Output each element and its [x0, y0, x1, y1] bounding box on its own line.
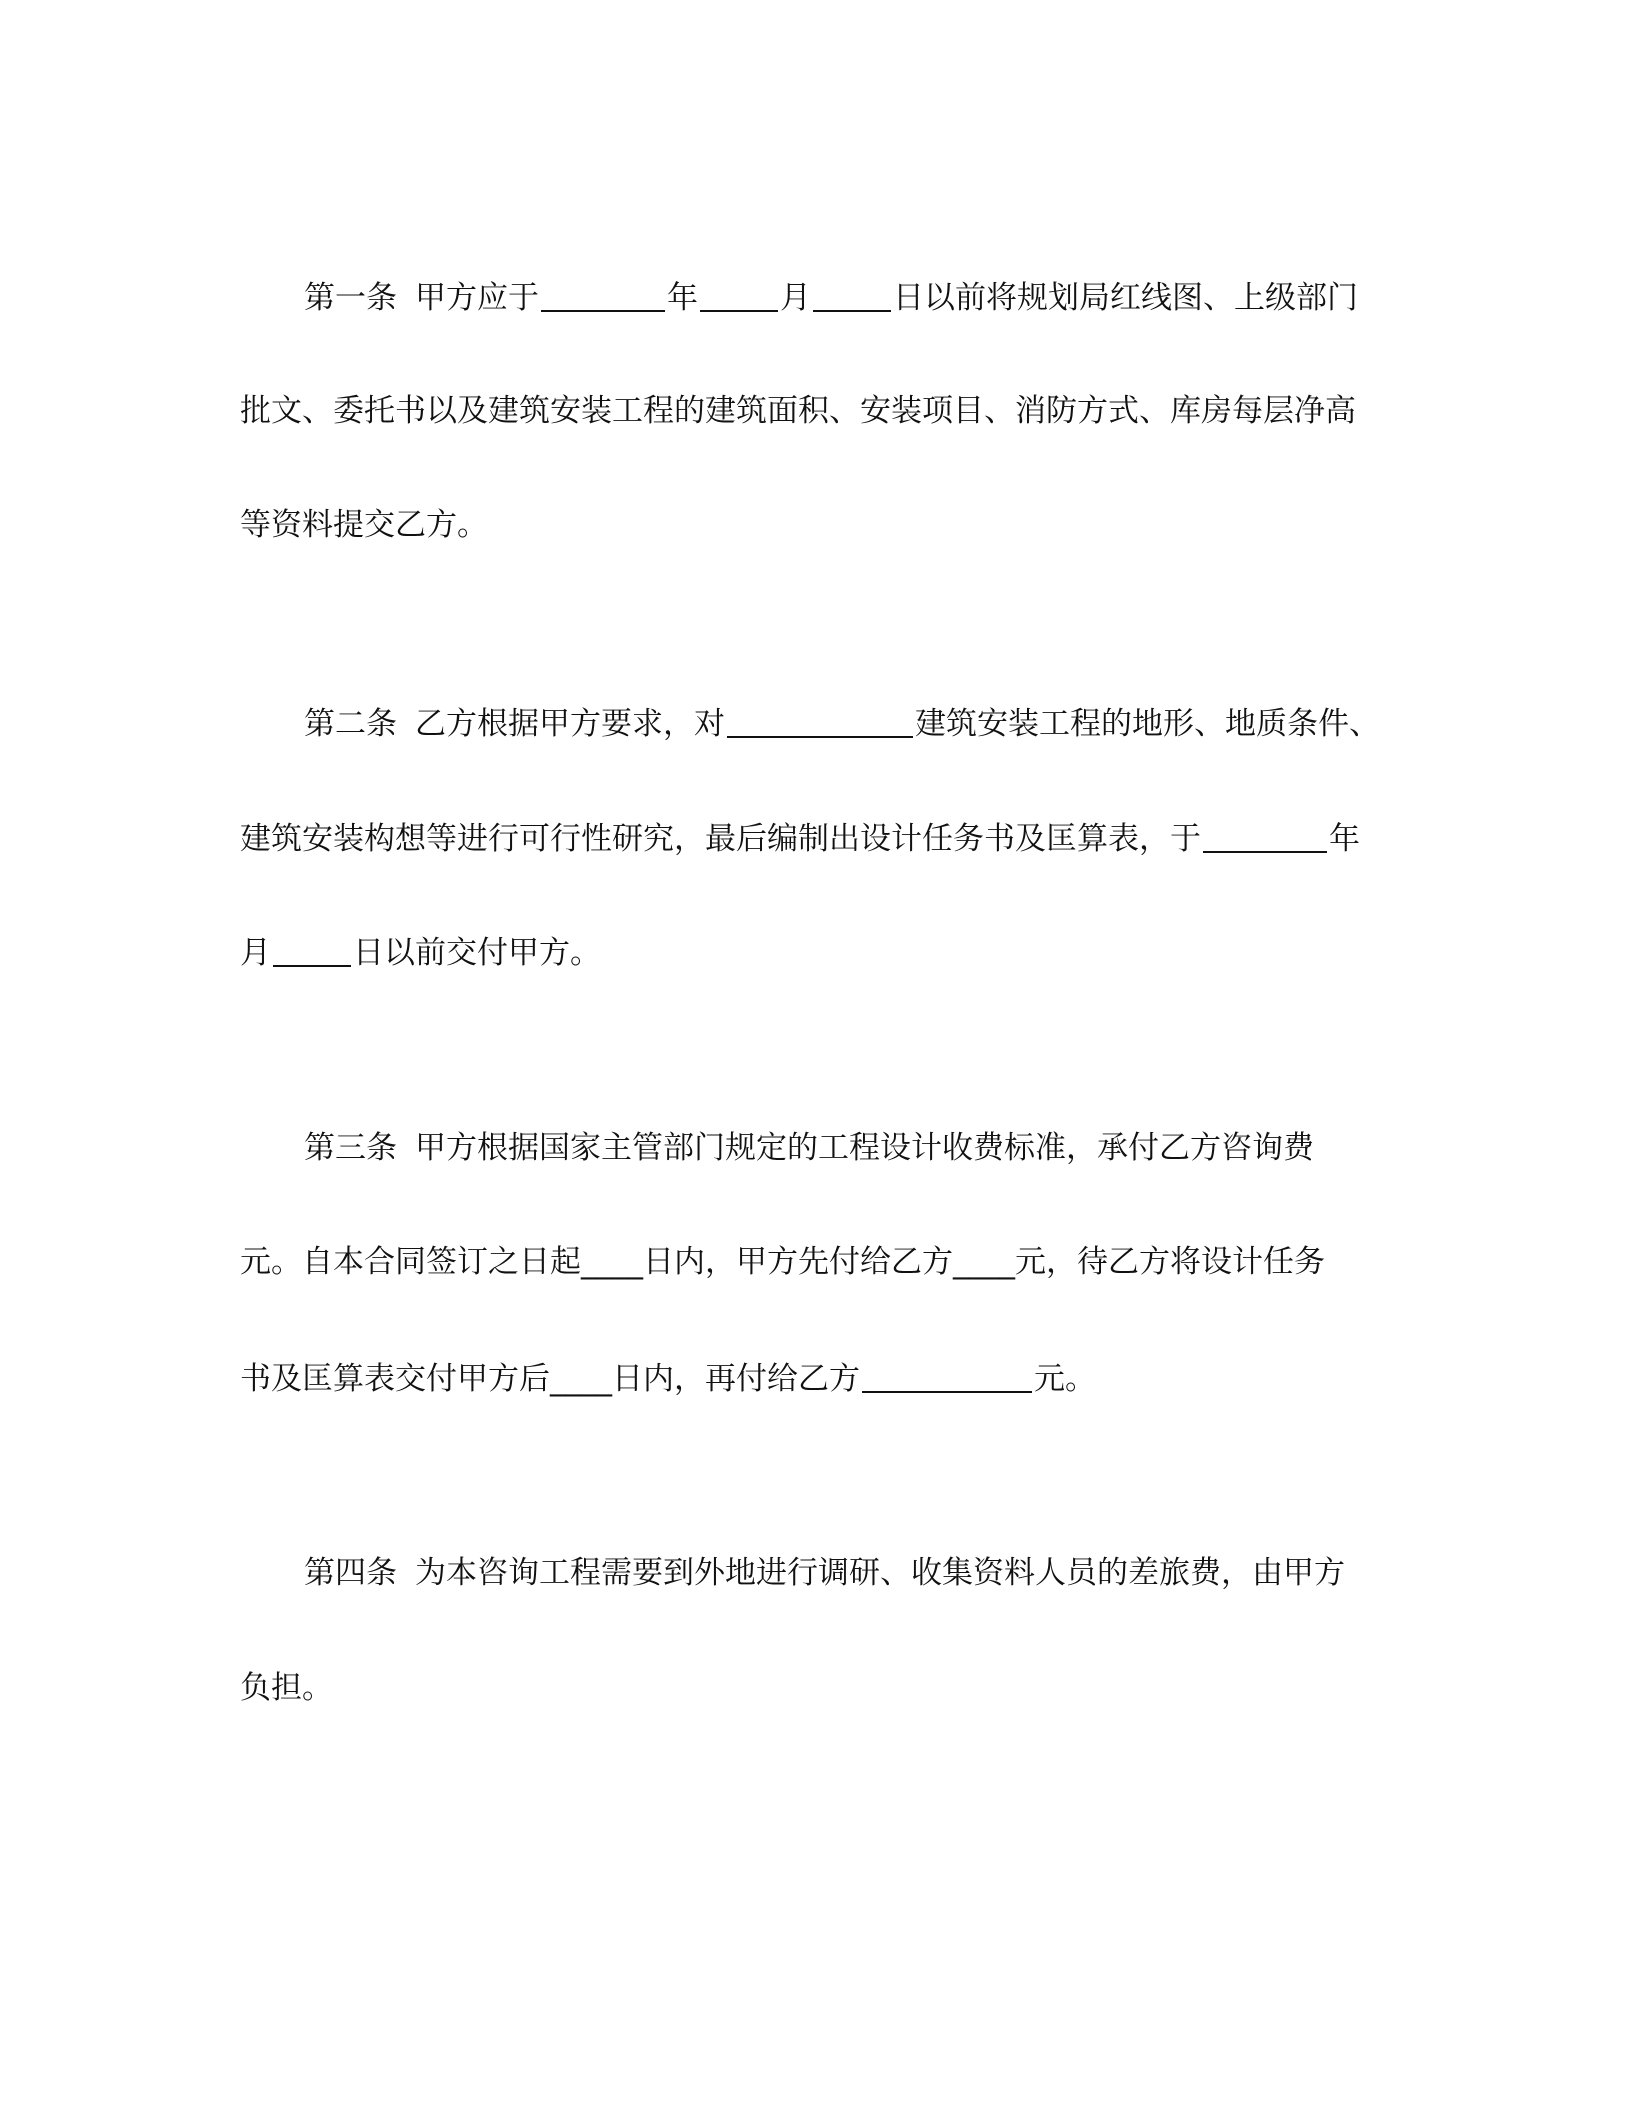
article2-line2-text: 建筑安装构想等进行可行性研究，最后编制出设计任务书及匡算表，于 [240, 821, 1201, 857]
article1-text-b: 日以前将规划局红线图、上级部门 [893, 280, 1358, 316]
article2-day-blank[interactable] [273, 935, 351, 967]
article3-line3 [240, 1357, 1400, 1399]
article3-line3-text-b: 日内，再付给乙方 [612, 1361, 860, 1397]
article3-line3-text-c: 元。 [1034, 1361, 1096, 1397]
article1-year: 年 [667, 280, 698, 316]
article4-line2: 负担。 [240, 1670, 333, 1706]
article3-days-blank-2[interactable]: ____ [550, 1361, 612, 1397]
article3-line1 [304, 1128, 1464, 1168]
article3-label: 第三条 [304, 1130, 397, 1166]
article1-month-blank[interactable] [700, 280, 778, 312]
article2-project-blank[interactable] [727, 706, 913, 738]
article1-day-blank[interactable] [813, 280, 891, 312]
article3-line2-text-a: 元。自本合同签订之日起 [240, 1244, 581, 1280]
article2-line3 [240, 931, 1400, 973]
article3-amount-blank-2[interactable] [862, 1361, 1032, 1393]
article2-line2 [240, 817, 1400, 859]
article2-year-blank[interactable] [1203, 821, 1327, 853]
article2-month: 月 [240, 935, 271, 971]
article1-line2: 批文、委托书以及建筑安装工程的建筑面积、安装项目、消防方式、库房每层净高 [240, 393, 1356, 429]
article4-line1-text: 为本咨询工程需要到外地进行调研、收集资料人员的差旅费，由甲方 [415, 1555, 1345, 1591]
article2-label: 第二条 [304, 706, 397, 742]
article3-days-blank-1[interactable]: ____ [581, 1244, 643, 1280]
article1-label: 第一条 [304, 280, 397, 316]
article2-line3-text: 日以前交付甲方。 [353, 935, 601, 971]
article3-line1-text: 甲方根据国家主管部门规定的工程设计收费标准，承付乙方咨询费 [415, 1130, 1314, 1166]
article3-line3-text-a: 书及匡算表交付甲方后 [240, 1361, 550, 1397]
article2-line1 [304, 702, 1464, 744]
article1-line3: 等资料提交乙方。 [240, 507, 488, 543]
article4-line1 [304, 1553, 1464, 1593]
article3-amount-blank-1[interactable]: ____ [953, 1244, 1015, 1280]
article1-month: 月 [780, 280, 811, 316]
article4-label: 第四条 [304, 1555, 397, 1591]
article3-line2-text-b: 日内，甲方先付给乙方 [643, 1244, 953, 1280]
article3-line2-text-c: 元，待乙方将设计任务 [1015, 1244, 1325, 1280]
article1-text-a: 甲方应于 [415, 280, 539, 316]
article2-text-b: 建筑安装工程的地形、地质条件、 [915, 706, 1380, 742]
article1-line1 [304, 276, 1464, 318]
article2-text-a: 乙方根据甲方要求，对 [415, 706, 725, 742]
article1-year-blank[interactable] [541, 280, 665, 312]
article3-line2 [240, 1242, 1400, 1282]
article2-year: 年 [1329, 821, 1360, 857]
